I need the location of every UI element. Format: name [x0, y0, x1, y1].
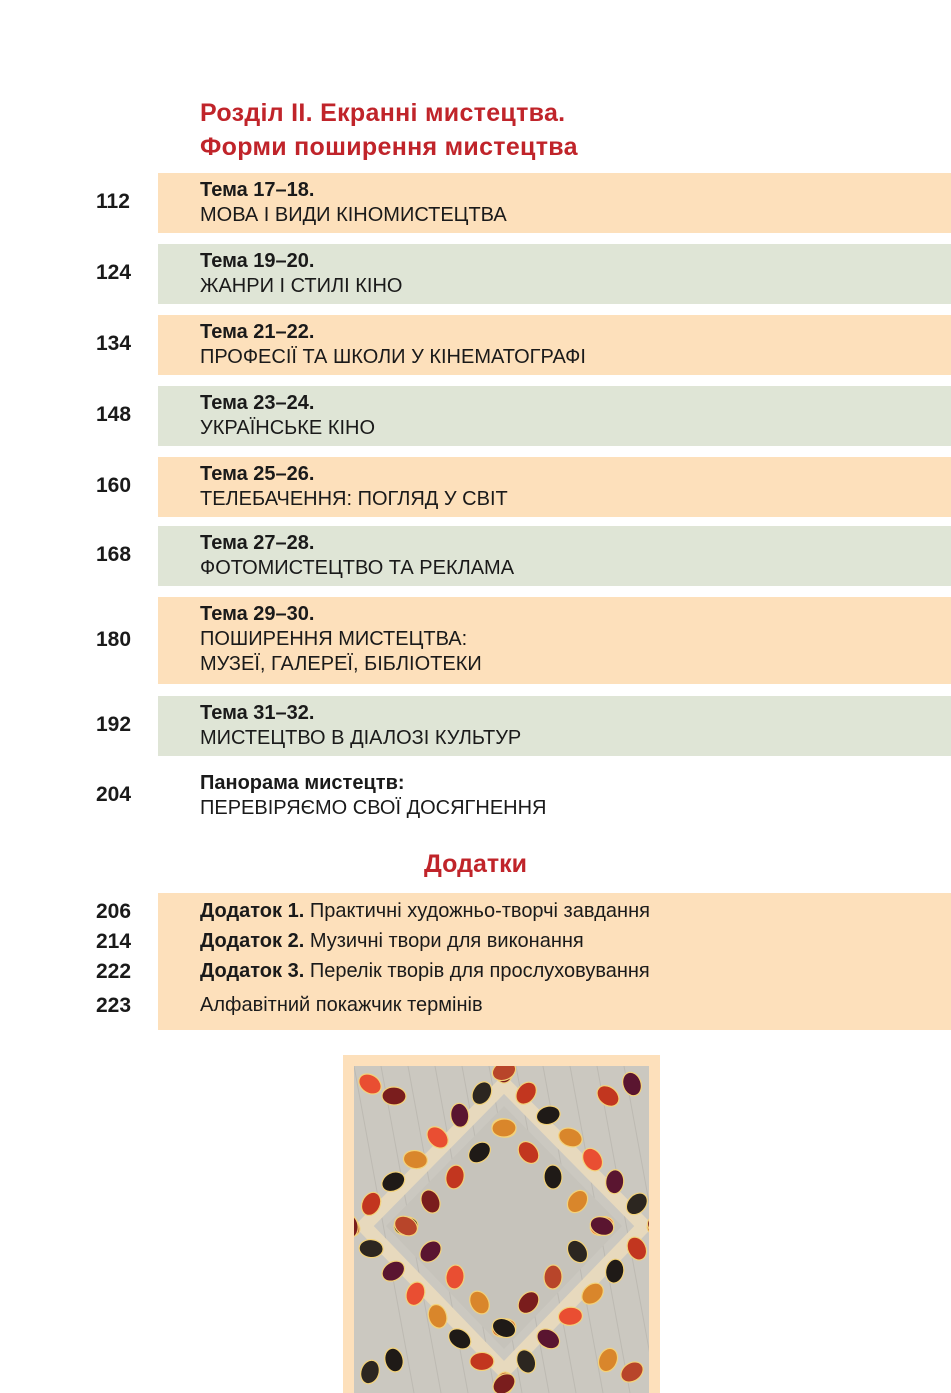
topic-heading: Тема 31–32.	[200, 702, 315, 724]
topic-heading: Тема 27–28.	[200, 532, 315, 554]
appendix-page-number: 222	[96, 960, 132, 983]
topic-title-line: МУЗЕЇ, ГАЛЕРЕЇ, БІБЛІОТЕКИ	[200, 653, 482, 675]
appendix-text: Перелік творів для прослуховування	[309, 960, 650, 982]
appendix-text: Музичні твори для виконання	[309, 930, 584, 952]
topic-page-number: 112	[96, 190, 130, 213]
topic-row[interactable]	[0, 696, 951, 756]
topic-row[interactable]	[0, 386, 951, 446]
appendix-item[interactable]	[0, 960, 951, 990]
topic-page-number: 180	[96, 627, 132, 651]
appendix-label: Додаток 1.	[200, 900, 305, 922]
pysanka-egg-icon	[382, 1087, 407, 1106]
appendix-item[interactable]	[0, 930, 951, 960]
topic-heading: Тема 17–18.	[200, 179, 315, 201]
topic-body	[200, 178, 941, 228]
appendix-description	[200, 960, 650, 983]
topic-heading: Панорама мистецтв:	[200, 772, 405, 794]
topic-row[interactable]	[0, 244, 951, 304]
appendix-text: Алфавітний покажчик термінів	[200, 994, 483, 1016]
pysanka-egg-icon	[544, 1165, 563, 1190]
topic-heading: Тема 29–30.	[200, 603, 315, 625]
topic-heading: Тема 23–24.	[200, 392, 315, 414]
topic-row[interactable]	[0, 766, 951, 826]
topic-title-line: ПЕРЕВІРЯЄМО СВОЇ ДОСЯГНЕННЯ	[200, 797, 547, 819]
appendix-page-number: 206	[96, 900, 132, 923]
topic-body	[200, 771, 941, 821]
appendix-label: Додаток 3.	[200, 960, 305, 982]
appendix-title	[0, 850, 951, 879]
topic-body	[200, 462, 941, 512]
topic-title-line: МОВА І ВИДИ КІНОМИСТЕЦТВА	[200, 204, 507, 226]
appendix-item[interactable]	[0, 900, 951, 930]
topic-page-number: 124	[96, 261, 132, 284]
topic-page-number: 204	[96, 783, 132, 806]
topic-page-number: 168	[96, 543, 132, 566]
topic-heading: Тема 19–20.	[200, 250, 315, 272]
topic-body	[200, 249, 941, 299]
topic-page-number: 134	[96, 332, 132, 355]
pysanka-egg-icon	[492, 1118, 517, 1137]
topic-row[interactable]	[0, 526, 951, 586]
topic-page-number: 160	[96, 474, 132, 497]
topic-body	[200, 531, 941, 581]
appendix-title-text: Додатки	[424, 850, 527, 878]
pysanky-photo	[354, 1066, 649, 1393]
section-title	[200, 96, 578, 164]
topic-body	[200, 391, 941, 441]
section-title-line1: Розділ ІІ. Екранні мистецтва.	[200, 99, 566, 127]
topic-body	[200, 701, 941, 751]
pysanka-egg-icon	[470, 1352, 494, 1370]
topic-title-line: ТЕЛЕБАЧЕННЯ: ПОГЛЯД У СВІТ	[200, 488, 508, 510]
topic-title-line: ЖАНРИ І СТИЛІ КІНО	[200, 275, 403, 297]
photo-frame	[343, 1055, 660, 1393]
topic-heading: Тема 25–26.	[200, 463, 315, 485]
appendix-label: Додаток 2.	[200, 930, 305, 952]
pysanky-image	[354, 1066, 649, 1393]
topic-body	[200, 320, 941, 370]
topic-row[interactable]	[0, 173, 951, 233]
appendix-description	[200, 930, 584, 953]
topic-title-line: МИСТЕЦТВО В ДІАЛОЗІ КУЛЬТУР	[200, 727, 522, 749]
section-title-line2: Форми поширення мистецтва	[200, 133, 578, 161]
topic-row[interactable]	[0, 457, 951, 517]
topic-title-line: ПРОФЕСІЇ ТА ШКОЛИ У КІНЕМАТОГРАФІ	[200, 346, 586, 368]
topic-body	[200, 602, 941, 677]
appendix-text: Практичні художньо-творчі завдання	[309, 900, 650, 922]
appendix-description	[200, 900, 650, 923]
topic-page-number: 148	[96, 403, 132, 426]
appendix-page-number: 214	[96, 930, 132, 953]
appendix-page-number: 223	[96, 994, 132, 1017]
topic-title-line: ФОТОМИСТЕЦТВО ТА РЕКЛАМА	[200, 557, 515, 579]
topic-title-line: ПОШИРЕННЯ МИСТЕЦТВА:	[200, 628, 468, 650]
topic-heading: Тема 21–22.	[200, 321, 315, 343]
pysanka-egg-icon	[543, 1265, 562, 1290]
topic-page-number: 192	[96, 713, 132, 736]
appendix-description	[200, 994, 483, 1017]
topic-row[interactable]	[0, 315, 951, 375]
topic-title-line: УКРАЇНСЬКЕ КІНО	[200, 417, 376, 439]
appendix-item[interactable]	[0, 994, 951, 1024]
topic-row[interactable]	[0, 597, 951, 684]
